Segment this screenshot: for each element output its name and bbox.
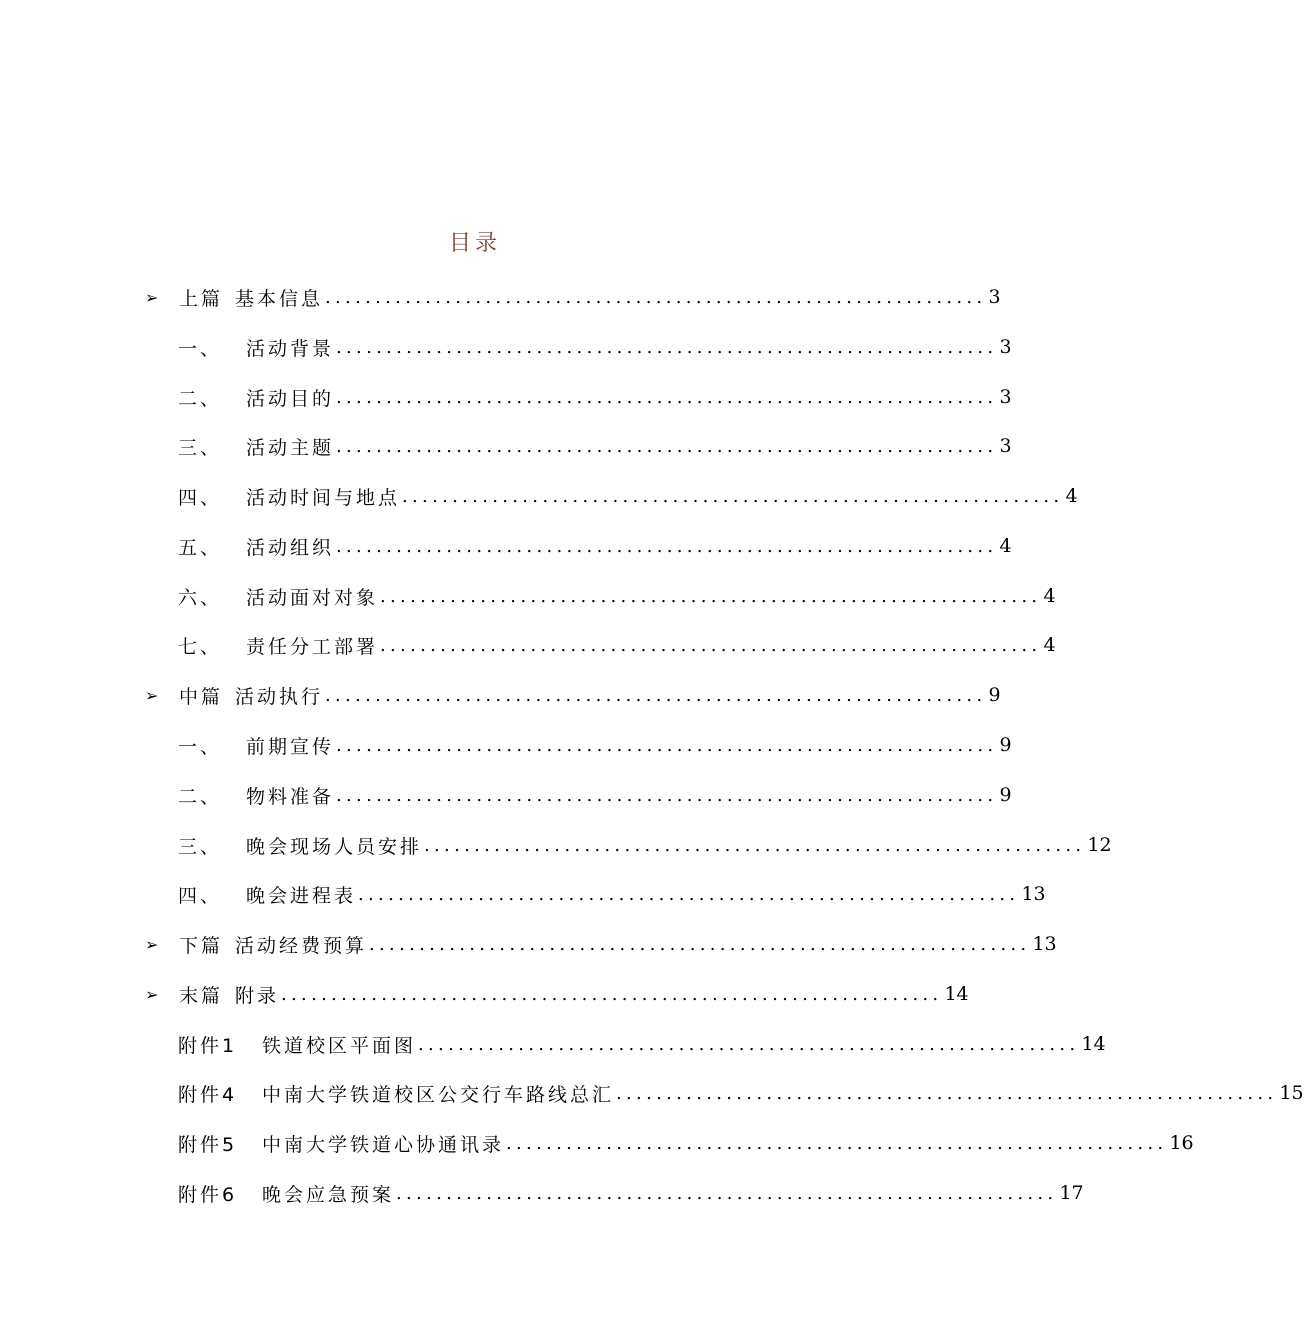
toc-entry-label: 附录 xyxy=(235,984,280,1007)
toc-entry-label: 活动组织 xyxy=(246,536,335,559)
toc-entry-page: 3 xyxy=(999,386,1012,408)
toc-leader-dots: .................................................................. xyxy=(336,784,998,806)
arrow-bullet-icon: ➢ xyxy=(145,984,159,1004)
toc-entry-prefix: 二、 xyxy=(178,785,223,808)
toc-entry-label: 晚会应急预案 xyxy=(262,1183,395,1206)
toc-entry-label: 晚会现场人员安排 xyxy=(246,835,423,858)
toc-entry-prefix: 下篇 xyxy=(179,934,224,957)
toc-entry[interactable] xyxy=(178,481,1078,511)
toc-leader-dots: .................................................................. xyxy=(616,1082,1278,1104)
toc-leader-dots: .................................................................. xyxy=(369,933,1031,955)
toc-entry-label: 活动面对对象 xyxy=(246,586,379,609)
toc-entry-label: 活动背景 xyxy=(246,337,335,360)
toc-entry[interactable] xyxy=(178,830,1112,860)
toc-entry[interactable] xyxy=(178,730,1012,760)
toc-entry-prefix: 末篇 xyxy=(179,984,224,1007)
toc-entry-page: 9 xyxy=(999,734,1012,756)
toc-leader-dots: .................................................................. xyxy=(424,834,1086,856)
toc-entry-prefix: 附件6 xyxy=(178,1183,238,1206)
toc-entry-page: 17 xyxy=(1059,1182,1084,1204)
toc-entry-prefix: 三、 xyxy=(178,835,223,858)
toc-entry-label: 中南大学铁道心协通讯录 xyxy=(262,1133,505,1156)
toc-leader-dots: .................................................................. xyxy=(281,983,943,1005)
toc-entry-label: 活动时间与地点 xyxy=(246,486,401,509)
toc-entry-prefix: 一、 xyxy=(178,337,223,360)
toc-leader-dots: .................................................................. xyxy=(336,386,998,408)
toc-entry-page: 3 xyxy=(988,286,1001,308)
toc-leader-dots: .................................................................. xyxy=(336,336,998,358)
toc-leader-dots: .................................................................. xyxy=(396,1182,1058,1204)
toc-entry-prefix: 七、 xyxy=(178,635,223,658)
toc-entry-label: 中南大学铁道校区公交行车路线总汇 xyxy=(262,1083,615,1106)
toc-entry-prefix: 中篇 xyxy=(179,685,224,708)
toc-title: 目录 xyxy=(448,231,501,256)
toc-entry-label: 活动经费预算 xyxy=(235,934,368,957)
toc-entry[interactable] xyxy=(178,780,1012,810)
toc-entry[interactable] xyxy=(178,1178,1084,1208)
toc-entry-label: 责任分工部署 xyxy=(246,635,379,658)
toc-leader-dots: .................................................................. xyxy=(358,883,1020,905)
toc-entry[interactable] xyxy=(178,1029,1106,1059)
toc-entry-prefix: 附件4 xyxy=(178,1083,238,1106)
toc-entry[interactable] xyxy=(178,382,1012,412)
toc-entry[interactable] xyxy=(178,431,1012,461)
toc-entry-label: 基本信息 xyxy=(235,287,324,310)
toc-entry-page: 9 xyxy=(999,784,1012,806)
toc-entry-label: 前期宣传 xyxy=(246,735,335,758)
toc-entry-label: 晚会进程表 xyxy=(246,884,357,907)
toc-leader-dots: .................................................................. xyxy=(325,286,987,308)
toc-entry-label: 活动执行 xyxy=(235,685,324,708)
toc-leader-dots: .................................................................. xyxy=(380,634,1042,656)
toc-entry-label: 活动主题 xyxy=(246,436,335,459)
arrow-bullet-icon: ➢ xyxy=(145,287,159,307)
toc-entry-page: 13 xyxy=(1032,933,1057,955)
toc-entry[interactable] xyxy=(145,282,1001,312)
toc-entry-prefix: 上篇 xyxy=(179,287,224,310)
toc-leader-dots: .................................................................. xyxy=(336,435,998,457)
toc-entry-page: 9 xyxy=(988,684,1001,706)
toc-leader-dots: .................................................................. xyxy=(506,1132,1168,1154)
toc-entry-page: 4 xyxy=(1043,585,1056,607)
toc-entry[interactable] xyxy=(145,680,1001,710)
toc-entry-prefix: 五、 xyxy=(178,536,223,559)
toc-entry-page: 14 xyxy=(944,983,969,1005)
toc-entry[interactable] xyxy=(178,630,1056,660)
toc-leader-dots: .................................................................. xyxy=(336,734,998,756)
toc-leader-dots: .................................................................. xyxy=(325,684,987,706)
toc-entry-prefix: 一、 xyxy=(178,735,223,758)
toc-entry-prefix: 三、 xyxy=(178,436,223,459)
toc-entry-prefix: 四、 xyxy=(178,884,223,907)
toc-entry[interactable] xyxy=(178,879,1046,909)
toc-leader-dots: .................................................................. xyxy=(418,1033,1080,1055)
toc-entry-label: 物料准备 xyxy=(246,785,335,808)
arrow-bullet-icon: ➢ xyxy=(145,934,159,954)
toc-entry-label: 活动目的 xyxy=(246,387,335,410)
toc-entry-prefix: 二、 xyxy=(178,387,223,410)
toc-entry-page: 12 xyxy=(1087,834,1112,856)
toc-entry[interactable] xyxy=(178,332,1012,362)
toc-entry-page: 3 xyxy=(999,336,1012,358)
toc-entry[interactable] xyxy=(178,1128,1194,1158)
toc-entry[interactable] xyxy=(178,1078,1304,1108)
toc-entry-page: 15 xyxy=(1279,1082,1304,1104)
toc-entry-page: 4 xyxy=(1043,634,1056,656)
toc-leader-dots: .................................................................. xyxy=(380,585,1042,607)
toc-entry-page: 14 xyxy=(1081,1033,1106,1055)
toc-entry-prefix: 附件5 xyxy=(178,1133,238,1156)
toc-entry[interactable] xyxy=(178,531,1012,561)
toc-entry-page: 3 xyxy=(999,435,1012,457)
toc-entry[interactable] xyxy=(145,979,969,1009)
toc-leader-dots: .................................................................. xyxy=(402,485,1064,507)
toc-entry-prefix: 附件1 xyxy=(178,1034,238,1057)
toc-entry-prefix: 四、 xyxy=(178,486,223,509)
toc-entry-prefix: 六、 xyxy=(178,586,223,609)
toc-entry-page: 16 xyxy=(1169,1132,1194,1154)
arrow-bullet-icon: ➢ xyxy=(145,685,159,705)
toc-entry[interactable] xyxy=(145,929,1057,959)
toc-entry-page: 4 xyxy=(999,535,1012,557)
toc-leader-dots: .................................................................. xyxy=(336,535,998,557)
toc-entry-page: 13 xyxy=(1021,883,1046,905)
toc-entry[interactable] xyxy=(178,581,1056,611)
toc-entry-page: 4 xyxy=(1065,485,1078,507)
toc-entry-label: 铁道校区平面图 xyxy=(262,1034,417,1057)
